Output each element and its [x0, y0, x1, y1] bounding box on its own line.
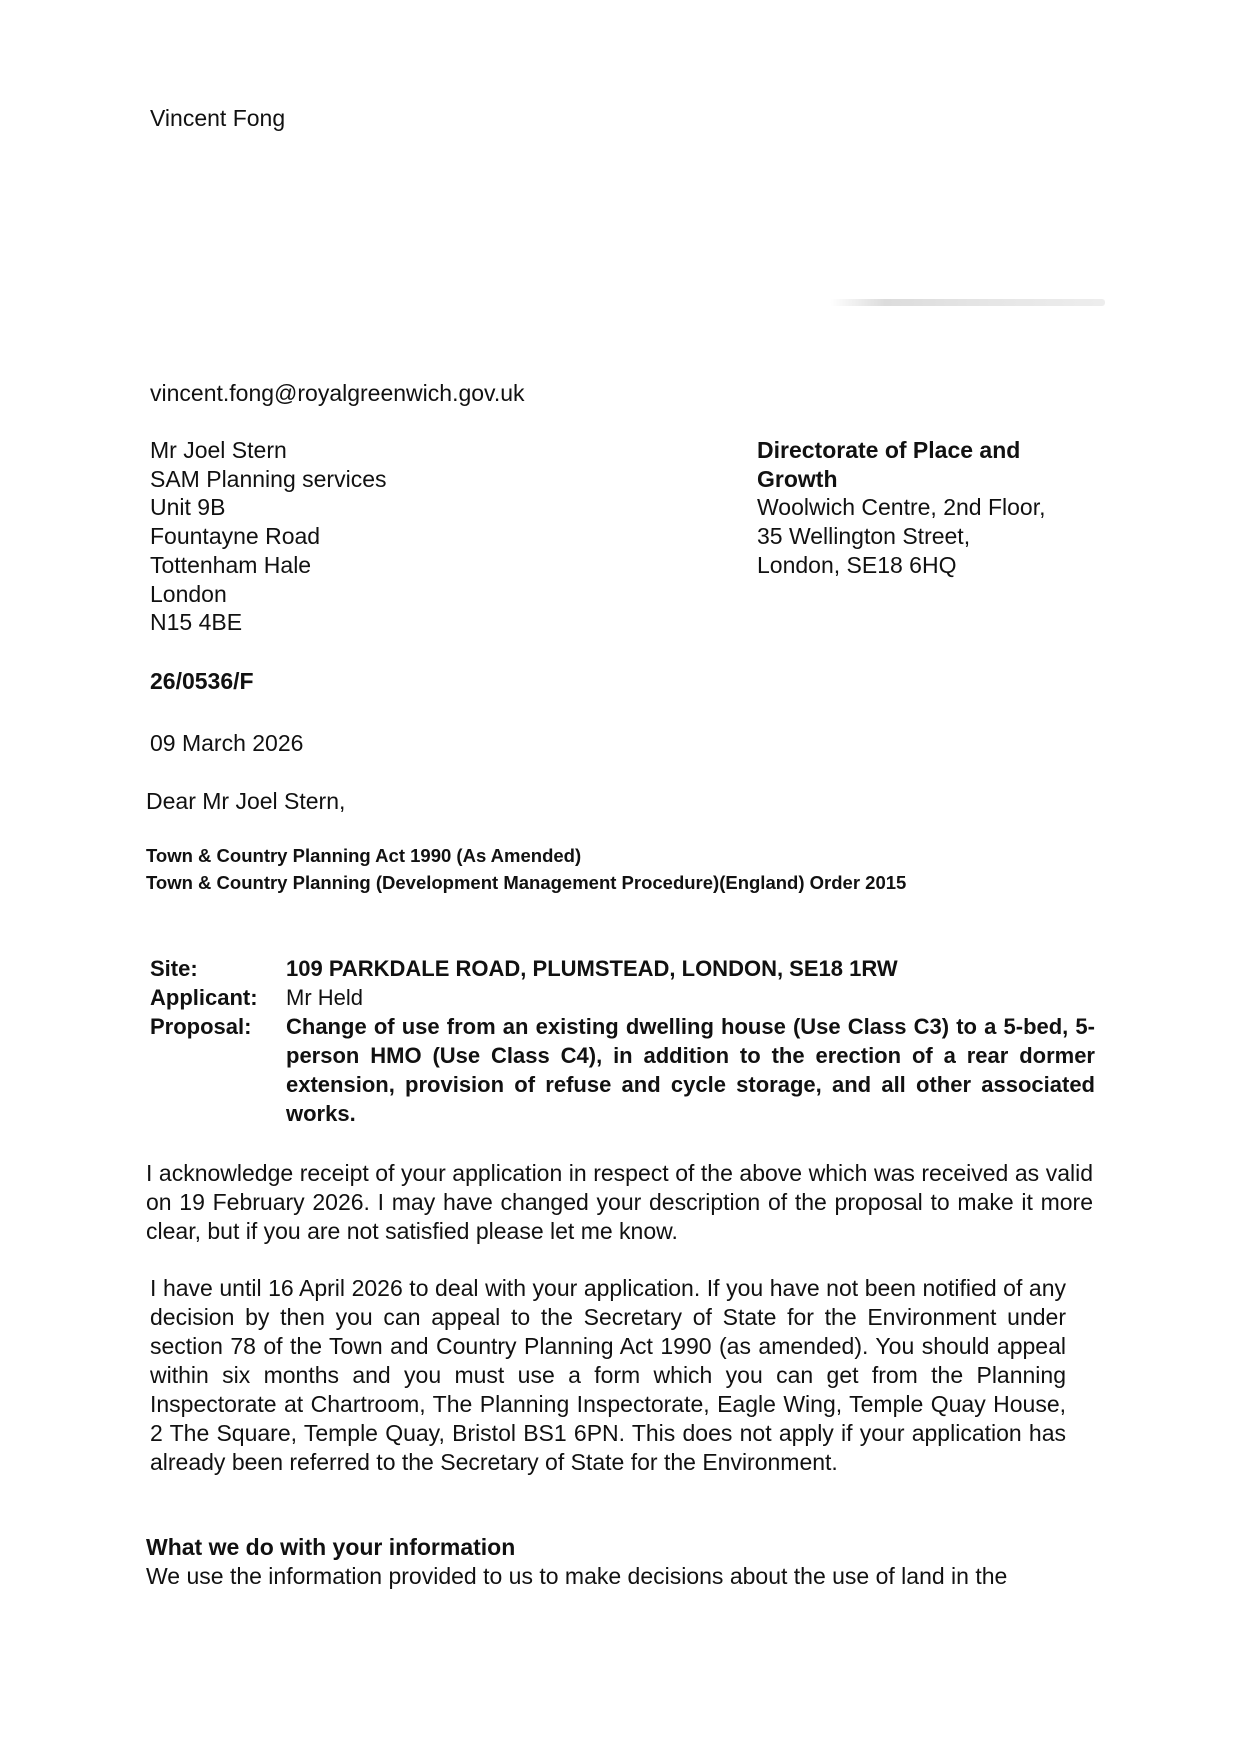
site-label: Site:	[150, 956, 198, 981]
salutation: Dear Mr Joel Stern,	[146, 788, 346, 814]
acknowledgement-paragraph: I acknowledge receipt of your application in respect of the above which was received as valid on 19 February 2026. I may have changed your description of the proposal to make it more clear, but if you are not satisfied please let me know.	[146, 1160, 1093, 1244]
act-heading: Town & Country Planning Act 1990 (As Amended)	[146, 845, 582, 866]
application-details	[150, 954, 1095, 1128]
proposal-label: Proposal:	[150, 1014, 252, 1039]
recipient-line: SAM Planning services	[150, 465, 387, 492]
act-heading: Town & Country Planning (Development Management Procedure)(England) Order 2015	[146, 872, 907, 893]
sender-name: Vincent Fong	[150, 105, 286, 131]
info-section-heading: What we do with your information	[146, 1534, 516, 1560]
recipient-line: Mr Joel Stern	[150, 437, 287, 463]
council-address	[757, 436, 1097, 580]
letter-date: 09 March 2026	[150, 730, 304, 756]
info-section-text: We use the information provided to us to make decisions about the use of land in the	[146, 1563, 1008, 1589]
recipient-line: Tottenham Hale	[150, 551, 312, 578]
recipient-line: Fountayne Road	[150, 523, 321, 550]
site-value: 109 PARKDALE ROAD, PLUMSTEAD, LONDON, SE18 1RW	[286, 956, 898, 981]
reference-number: 26/0536/F	[150, 668, 254, 694]
proposal-value: Change of use from an existing dwelling house (Use Class C3) to a 5-bed, 5-person HMO (Use Class C4), in addition to the erection of a rear dormer extension, provision of refuse and cycle storage, and all other associated works.	[286, 1014, 1095, 1126]
applicant-label: Applicant:	[150, 985, 258, 1010]
sender-email: vincent.fong@royalgreenwich.gov.uk	[150, 380, 525, 406]
appeal-paragraph: I have until 16 April 2026 to deal with your application. If you have not been notified of any decision by then you can appeal to the Secretary of State for the Environment under section 78 of the Town and Country Planning Act 1990 (as amended). You should appeal within six months and you must use a form which you can get from the Planning Inspectorate at Chartroom, The Planning Inspectorate, Eagle Wing, Temple Quay House, 2 The Square, Temple Quay, Bristol BS1 6PN. This does not apply if your application has already been referred to the Secretary of State for the Environment.	[150, 1275, 1066, 1475]
council-address-line: 35 Wellington Street,	[757, 523, 971, 550]
recipient-address	[150, 436, 387, 637]
applicant-value: Mr Held	[286, 985, 364, 1010]
recipient-line: N15 4BE	[150, 609, 243, 636]
directorate-name: Directorate of Place and Growth	[757, 437, 1021, 492]
council-address-line: London, SE18 6HQ	[757, 551, 957, 578]
signature-smudge	[830, 299, 1105, 306]
recipient-line: London	[150, 580, 227, 607]
council-address-line: Woolwich Centre, 2nd Floor,	[757, 494, 1046, 521]
recipient-line: Unit 9B	[150, 494, 226, 521]
